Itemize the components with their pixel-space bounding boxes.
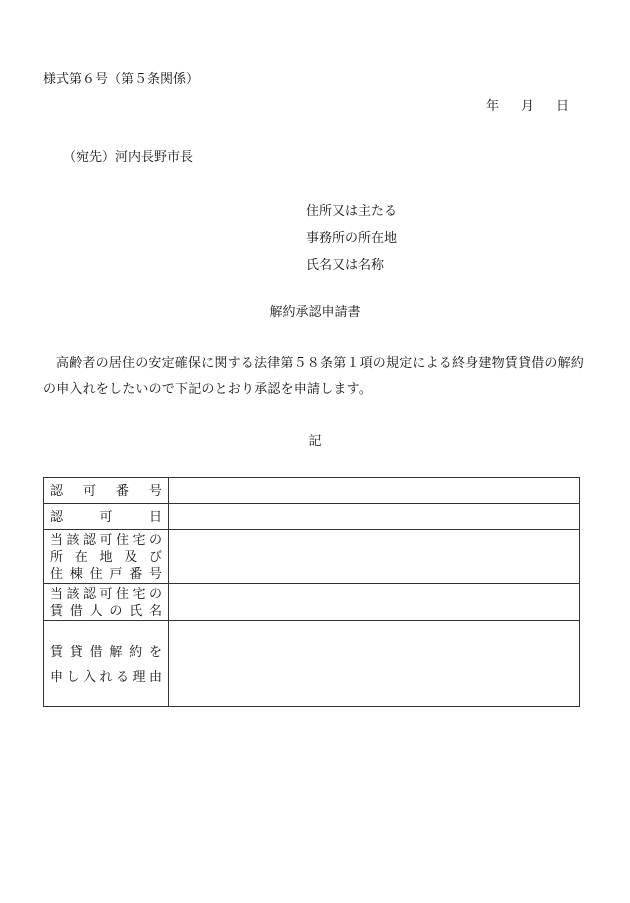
document-title: 解約承認申請書 <box>269 305 361 320</box>
tenant-name-field[interactable] <box>169 584 580 621</box>
location-label: 当該認可住宅の 所在地及び 住棟住戸番号 <box>44 530 169 584</box>
permit-number-field[interactable] <box>169 478 580 504</box>
tenant-name-label: 当該認可住宅の 賃借人の氏名 <box>44 584 169 621</box>
form-number: 様式第６号（第５条関係） <box>43 72 200 87</box>
addressee: （宛先）河内長野市長 <box>63 150 194 165</box>
table-row <box>44 621 580 707</box>
date-month: 月 <box>521 99 535 114</box>
date-line <box>486 95 569 114</box>
details-table <box>43 477 580 707</box>
table-row <box>44 504 580 530</box>
table-row <box>44 478 580 504</box>
table-row <box>44 584 580 621</box>
date-year: 年 <box>486 99 500 114</box>
reason-label: 賃貸借解約を 申し入れる理由 <box>44 621 169 707</box>
permit-number-label: 認可番号 <box>44 478 169 504</box>
permit-date-label: 認可日 <box>44 504 169 530</box>
ki-heading: 記 <box>308 434 322 449</box>
reason-field[interactable] <box>169 621 580 707</box>
address-label-line-1: 住所又は主たる <box>306 204 398 219</box>
permit-date-field[interactable] <box>169 504 580 530</box>
location-field[interactable] <box>169 530 580 584</box>
table-row <box>44 530 580 584</box>
address-label-line-2: 事務所の所在地 <box>306 231 398 246</box>
body-text: 高齢者の居住の安定確保に関する法律第５８条第１項の規定による終身建物賃貸借の解約の申入れをしたいので下記のとおり承認を申請します。 <box>43 356 585 397</box>
date-day: 日 <box>556 99 570 114</box>
name-label: 氏名又は名称 <box>306 258 385 273</box>
applicant-block <box>306 198 397 279</box>
